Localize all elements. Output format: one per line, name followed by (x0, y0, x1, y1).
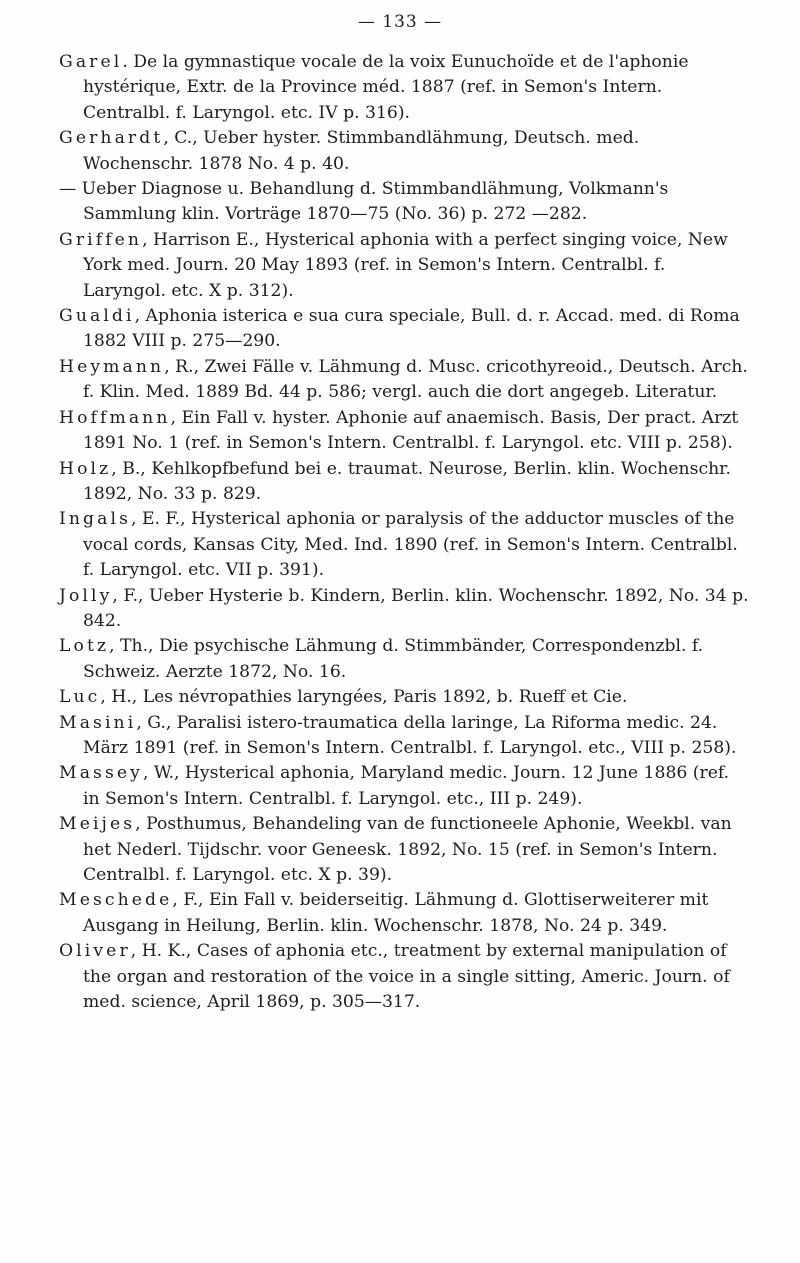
entry-author: Ingals (59, 509, 132, 530)
entry-author: Griffen (59, 229, 143, 250)
entry-text: , W., Hysterical aphonia, Maryland medic. Journ. 12 June 1886 (ref. in Semon's Intern. Centralbl. f. Laryngol. etc., III p. 249). (83, 763, 730, 809)
entry-text: — Ueber Diagnose u. Behandlung d. Stimmbandlähmung, Volkmann's Sammlung klin. Vorträge 1870—75 (No. 36) p. 272 —282. (59, 179, 669, 225)
entry-author: Heymann (59, 356, 165, 377)
bibliography-entry (59, 711, 749, 762)
entry-author: Masini (59, 712, 137, 733)
bibliography-entry (59, 888, 749, 939)
entry-author: Hoffmann (59, 407, 171, 428)
entry-text: , F., Ueber Hysterie b. Kindern, Berlin. klin. Wochenschr. 1892, No. 34 p. 842. (83, 585, 749, 631)
entry-text: , E. F., Hysterical aphonia or paralysis of the adductor muscles of the vocal cords, Kansas City, Med. Ind. 1890 (ref. in Semon's Intern. Centralbl. f. Laryngol. etc. VII p. 391). (83, 509, 738, 581)
bibliography-entry (59, 50, 749, 126)
entry-author: Luc (59, 687, 101, 708)
entry-author: Meijes (59, 814, 136, 835)
entry-author: Holz (59, 458, 112, 479)
entry-author: Gerhardt (59, 128, 164, 149)
bibliography-entry (59, 406, 749, 457)
entry-text: , Posthumus, Behandeling van de functioneele Aphonie, Weekbl. van het Nederl. Tijdschr. voor Geneesk. 1892, No. 15 (ref. in Semon's Intern. Centralbl. f. Laryngol. etc. X p. 39). (83, 814, 732, 885)
bibliography-entry (59, 355, 749, 406)
bibliography-entry (59, 228, 749, 304)
bibliography-entry (59, 584, 749, 635)
entry-text: , Harrison E., Hysterical aphonia with a perfect singing voice, New York med. Journ. 20 May 1893 (ref. in Semon's Intern. Centralbl. f. Laryngol. etc. X p. 312). (83, 229, 728, 301)
bibliography-entry (59, 812, 749, 888)
entry-text: , Ein Fall v. hyster. Aphonie auf anaemisch. Basis, Der pract. Arzt 1891 No. 1 (ref. in Semon's Intern. Centralbl. f. Laryngol. etc. VIII p. 258). (83, 407, 739, 454)
entry-text: , G., Paralisi istero-traumatica della laringe, La Riforma medic. 24. März 1891 (ref. in Semon's Intern. Centralbl. f. Laryngol. etc., VIII p. 258). (83, 712, 737, 758)
entry-text: , Th., Die psychische Lähmung d. Stimmbänder, Correspondenzbl. f. Schweiz. Aerzte 1872, No. 16. (83, 636, 704, 682)
entry-author: Meschede (59, 890, 173, 911)
bibliography-entry (59, 634, 749, 685)
entry-author: Garel (59, 52, 123, 72)
bibliography-entry (59, 761, 749, 812)
entry-text: . De la gymnastique vocale de la voix Eunuchoïde et de l'aphonie hystérique, Extr. de la Province méd. 1887 (ref. in Semon's Intern. Centralbl. f. Laryngol. etc. IV p. 316). (83, 52, 689, 123)
entry-text: , B., Kehlkopfbefund bei e. traumat. Neurose, Berlin. klin. Wochenschr. 1892, No. 33 p. 829. (83, 458, 731, 504)
bibliography-entry (59, 177, 749, 228)
entry-text: , C., Ueber hyster. Stimmbandlähmung, Deutsch. med. Wochenschr. 1878 No. 4 p. 40. (83, 128, 640, 174)
entry-author: Oliver (59, 941, 131, 962)
bibliography-entry (59, 304, 749, 355)
entry-author: Gualdi (59, 306, 135, 327)
entry-text: , R., Zwei Fälle v. Lähmung d. Musc. cricothyreoid., Deutsch. Arch. f. Klin. Med. 1889 Bd. 44 p. 586; vergl. auch die dort angegeb. Literatur. (83, 356, 748, 403)
entry-author: Massey (59, 763, 143, 784)
bibliography-entry (59, 939, 749, 1015)
entry-text: , H., Les névropathies laryngées, Paris 1892, b. Rueff et Cie. (100, 687, 628, 708)
entry-text: , H. K., Cases of aphonia etc., treatment by external manipulation of the organ and restoration of the voice in a single sitting, Americ. Journ. of med. science, April 1869, p. 305—317. (83, 941, 730, 1013)
page-number: — 133 — (357, 12, 443, 32)
bibliography-entry (59, 126, 749, 177)
entry-text: , F., Ein Fall v. beiderseitig. Lähmung d. Glottiserweiterer mit Ausgang in Heilung, Berlin. klin. Wochenschr. 1878, No. 24 p. 349. (83, 890, 709, 936)
entry-author: Lotz (59, 636, 110, 657)
bibliography-list (59, 50, 749, 1015)
bibliography-entry (59, 685, 749, 710)
bibliography-entry (59, 457, 749, 508)
bibliography-entry (59, 507, 749, 583)
entry-text: , Aphonia isterica e sua cura speciale, Bull. d. r. Accad. med. di Roma 1882 VIII p. 275—290. (83, 306, 740, 352)
entry-author: Jolly (59, 585, 113, 606)
